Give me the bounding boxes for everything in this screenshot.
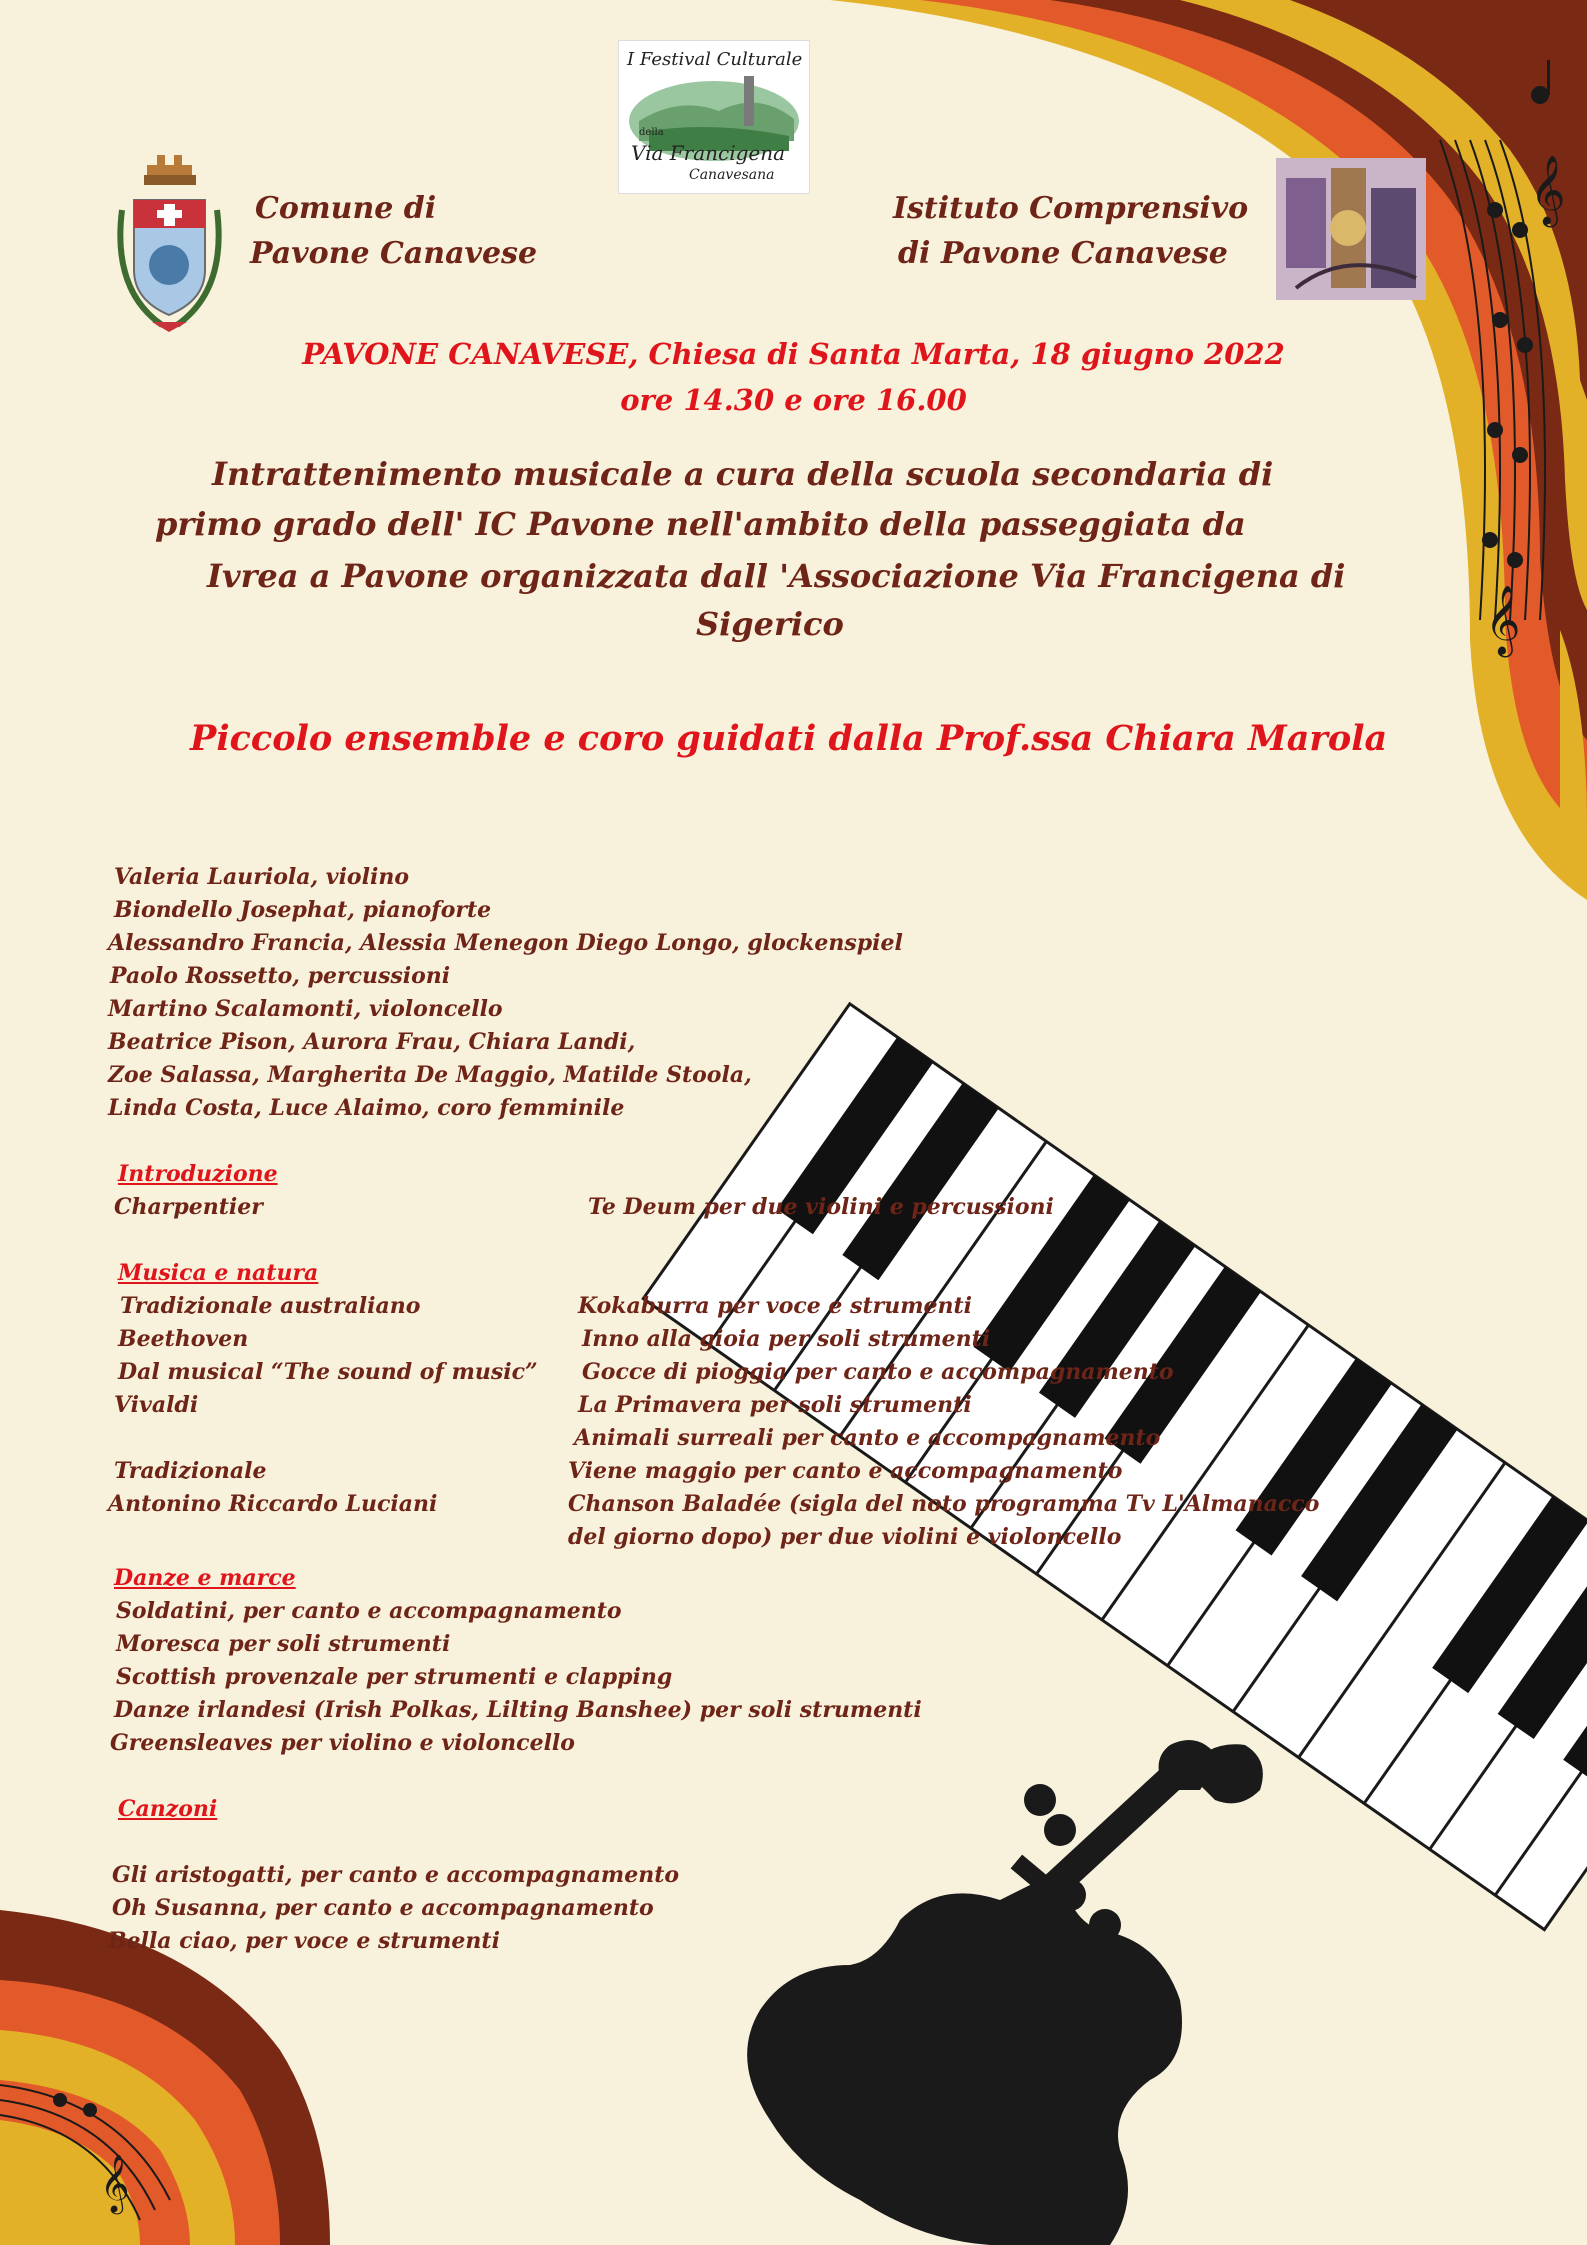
- ensemble-title: Piccolo ensemble e coro guidati dalla Prof.ssa Chiara Marola: [190, 718, 1388, 759]
- program-item: Scottish provenzale per strumenti e clapping: [116, 1664, 673, 1690]
- section-title-musica-natura: Musica e natura: [118, 1260, 319, 1286]
- performer-line: Zoe Salassa, Margherita De Maggio, Matilde Stoola,: [108, 1062, 752, 1088]
- program-item: Danze irlandesi (Irish Polkas, Lilting Banshee) per soli strumenti: [114, 1697, 922, 1723]
- comune-label-line2: Pavone Canavese: [250, 236, 538, 271]
- logo-text-line3: Via Francigena: [631, 141, 786, 165]
- intro-line-3: Ivrea a Pavone organizzata dall 'Associazione Via Francigena di: [207, 557, 1346, 595]
- logo-text-line4: Canavesana: [689, 167, 775, 183]
- istituto-label-line1: Istituto Comprensivo: [893, 191, 1249, 226]
- program-item: Greensleaves per violino e violoncello: [110, 1730, 575, 1756]
- bottom-left-waves: [0, 1910, 330, 2245]
- performer-line: Linda Costa, Luce Alaimo, coro femminile: [108, 1095, 625, 1121]
- program-composer: Vivaldi: [114, 1392, 199, 1418]
- performer-line: Biondello Josephat, pianoforte: [114, 897, 492, 923]
- program-composer: Beethoven: [118, 1326, 249, 1352]
- program-piece: Animali surreali per canto e accompagnamento: [574, 1425, 1161, 1451]
- festival-logo: [618, 40, 810, 194]
- program-item: Soldatini, per canto e accompagnamento: [116, 1598, 622, 1624]
- program-piece: Viene maggio per canto e accompagnamento: [568, 1458, 1123, 1484]
- program-piece: Inno alla gioia per soli strumenti: [582, 1326, 991, 1352]
- program-item: Gli aristogatti, per canto e accompagnamento: [112, 1862, 680, 1888]
- program-piece: Te Deum per due violini e percussioni: [588, 1194, 1054, 1220]
- performer-line: Martino Scalamonti, violoncello: [108, 996, 503, 1022]
- program-item: Oh Susanna, per canto e accompagnamento: [112, 1895, 654, 1921]
- program-composer: Antonino Riccardo Luciani: [108, 1491, 438, 1517]
- program-composer: Charpentier: [114, 1194, 263, 1220]
- svg-text:𝄞: 𝄞: [100, 2154, 130, 2212]
- program-piece: Chanson Baladée (sigla del noto programma Tv L'Almanacco: [568, 1491, 1320, 1517]
- program-item: Bella ciao, per voce e strumenti: [108, 1928, 500, 1954]
- svg-text:𝄞: 𝄞: [1485, 585, 1521, 655]
- istituto-label-line2: di Pavone Canavese: [898, 236, 1228, 271]
- section-title-canzoni: Canzoni: [118, 1796, 218, 1822]
- event-place-date: PAVONE CANAVESE, Chiesa di Santa Marta, 18 giugno 2022: [302, 337, 1285, 371]
- intro-line-4: Sigerico: [696, 605, 844, 643]
- program-piece: del giorno dopo) per due violini e violoncello: [568, 1524, 1122, 1550]
- performer-line: Paolo Rossetto, percussioni: [110, 963, 451, 989]
- logo-text-line2: della: [639, 127, 664, 138]
- top-right-waves: [830, 0, 1587, 900]
- event-times: ore 14.30 e ore 16.00: [620, 383, 967, 417]
- violin-silhouette: [747, 1740, 1263, 2245]
- performer-line: Alessandro Francia, Alessia Menegon Diego Longo, glockenspiel: [108, 930, 903, 956]
- performer-line: Valeria Lauriola, violino: [114, 864, 409, 890]
- program-composer: Tradizionale: [114, 1458, 267, 1484]
- comune-label-line1: Comune di: [255, 191, 437, 226]
- performer-line: Beatrice Pison, Aurora Frau, Chiara Landi,: [108, 1029, 636, 1055]
- program-item: Moresca per soli strumenti: [116, 1631, 451, 1657]
- logo-text-line1: I Festival Culturale: [627, 49, 803, 70]
- program-composer: Tradizionale australiano: [120, 1293, 421, 1319]
- intro-line-2: primo grado dell' IC Pavone nell'ambito della passeggiata da: [155, 505, 1246, 543]
- comune-coat-of-arms: [112, 150, 227, 335]
- program-piece: La Primavera per soli strumenti: [578, 1392, 972, 1418]
- intro-line-1: Intrattenimento musicale a cura della scuola secondaria di: [212, 455, 1274, 493]
- program-piece: Gocce di pioggia per canto e accompagnamento: [582, 1359, 1174, 1385]
- svg-text:𝄞: 𝄞: [1530, 155, 1566, 225]
- istituto-artwork: [1276, 158, 1426, 300]
- section-title-introduzione: Introduzione: [118, 1161, 278, 1187]
- section-title-danze-marce: Danze e marce: [114, 1565, 296, 1591]
- program-piece: Kokaburra per voce e strumenti: [578, 1293, 973, 1319]
- program-composer: Dal musical “The sound of music”: [118, 1359, 538, 1385]
